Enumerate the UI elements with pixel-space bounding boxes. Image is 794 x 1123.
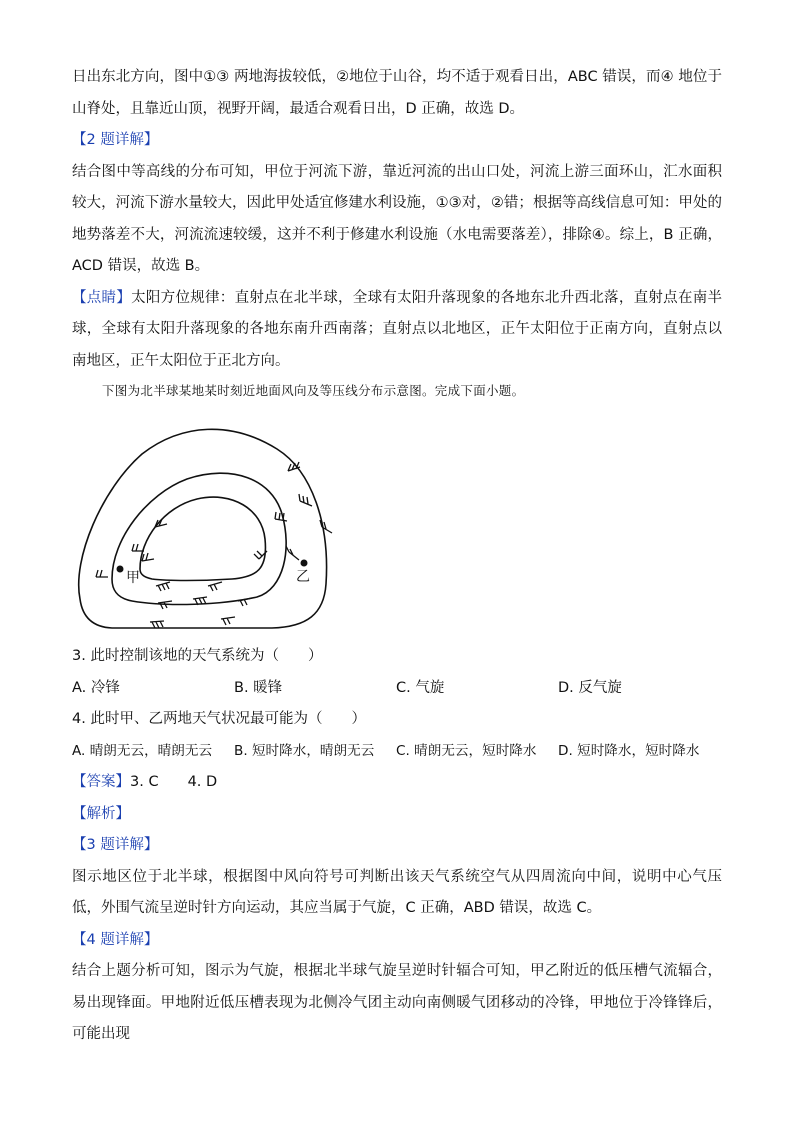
q4-option-d: D. 短时降水，短时降水: [558, 742, 700, 759]
q3-option-b: B. 暖锋: [234, 679, 283, 696]
answer-label: 【答案】: [72, 774, 130, 790]
heading-q4-detail: 【4 题详解】: [72, 931, 159, 948]
heading-q3-detail: 【3 题详解】: [72, 837, 159, 853]
isobar-inner: [140, 497, 265, 580]
paragraph-q1-conclusion: 日出东北方向，图中①③ 两地海拔较低，②地位于山谷，均不适于观看日出，ABC 错误，而④ 地位于山脊处，且靠近山顶，视野开阔，最适合观看日出，D 正确，故选 D。: [72, 69, 722, 117]
document-body: [72, 62, 722, 1051]
paragraph-dianjing: [72, 283, 722, 378]
dianjing-text: 太阳方位规律：直射点在北半球，全球有太阳升落现象的各地东北升西北落，直射点在南半球，全球有太阳升落现象的各地东南升西南落；直射点以北地区，正午太阳位于正南方向，直射点以南地区，正午太阳位于正北方向。: [72, 289, 723, 369]
analysis-label: 【解析】: [72, 805, 130, 822]
point-jia: [117, 566, 124, 573]
question-3-stem: 3. 此时控制该地的天气系统为（ ）: [72, 648, 323, 664]
q3-option-d: D. 反气旋: [558, 679, 622, 696]
question-4-options: [72, 736, 722, 768]
label-yi: 乙: [296, 569, 310, 585]
paragraph-q2-detail: 结合图中等高线的分布可知，甲位于河流下游，靠近河流的出山口处，河流上游三面环山，汇水面积较大，河流下游水量较大，因此甲处适宜修建水利设施，①③对，②错；根据等高线信息可知：甲处的地势落差不大，河流流速较缓，这并不利于修建水利设施（水电需要落差），排除④。综上，B 正确，ACD 错误，故选 B。: [72, 163, 722, 274]
q4-option-c: C. 晴朗无云，短时降水: [396, 742, 537, 759]
answer-value: 3. C 4. D: [130, 774, 218, 790]
heading-q2-detail: 【2 题详解】: [72, 132, 159, 148]
q4-option-a: A. 晴朗无云，晴朗无云: [72, 742, 213, 759]
question-intro: 下图为北半球某地某时刻近地面风向及等压线分布示意图。完成下面小题。: [102, 383, 525, 398]
label-jia: 甲: [126, 570, 140, 586]
q4-option-b: B. 短时降水，晴朗无云: [234, 742, 375, 759]
question-3-options: [72, 673, 722, 705]
paragraph-q4-detail: 结合上题分析可知，图示为气旋，根据北半球气旋呈逆时针辐合可知，甲乙附近的低压槽气流辐合，易出现锋面。甲地附近低压槽表现为北侧冷气团主动向南侧暖气团移动的冷锋，甲地位于冷锋锋后，可能出现: [72, 963, 722, 1042]
isobar-wind-diagram: [72, 409, 342, 635]
point-yi: [301, 560, 308, 567]
answer-line: [72, 767, 722, 799]
q3-option-c: C. 气旋: [396, 679, 445, 696]
dianjing-label: 【点睛】: [72, 289, 132, 306]
paragraph-q3-detail: 图示地区位于北半球，根据图中风向符号可判断出该天气系统空气从四周流向中间，说明中心气压低，外围气流呈逆时针方向运动，其应当属于气旋，C 正确，ABD 错误，故选 C。: [72, 868, 722, 916]
q3-option-a: A. 冷锋: [72, 679, 120, 696]
question-4-stem: 4. 此时甲、乙两地天气状况最可能为（ ）: [72, 711, 366, 727]
isobar-svg: [72, 409, 342, 635]
